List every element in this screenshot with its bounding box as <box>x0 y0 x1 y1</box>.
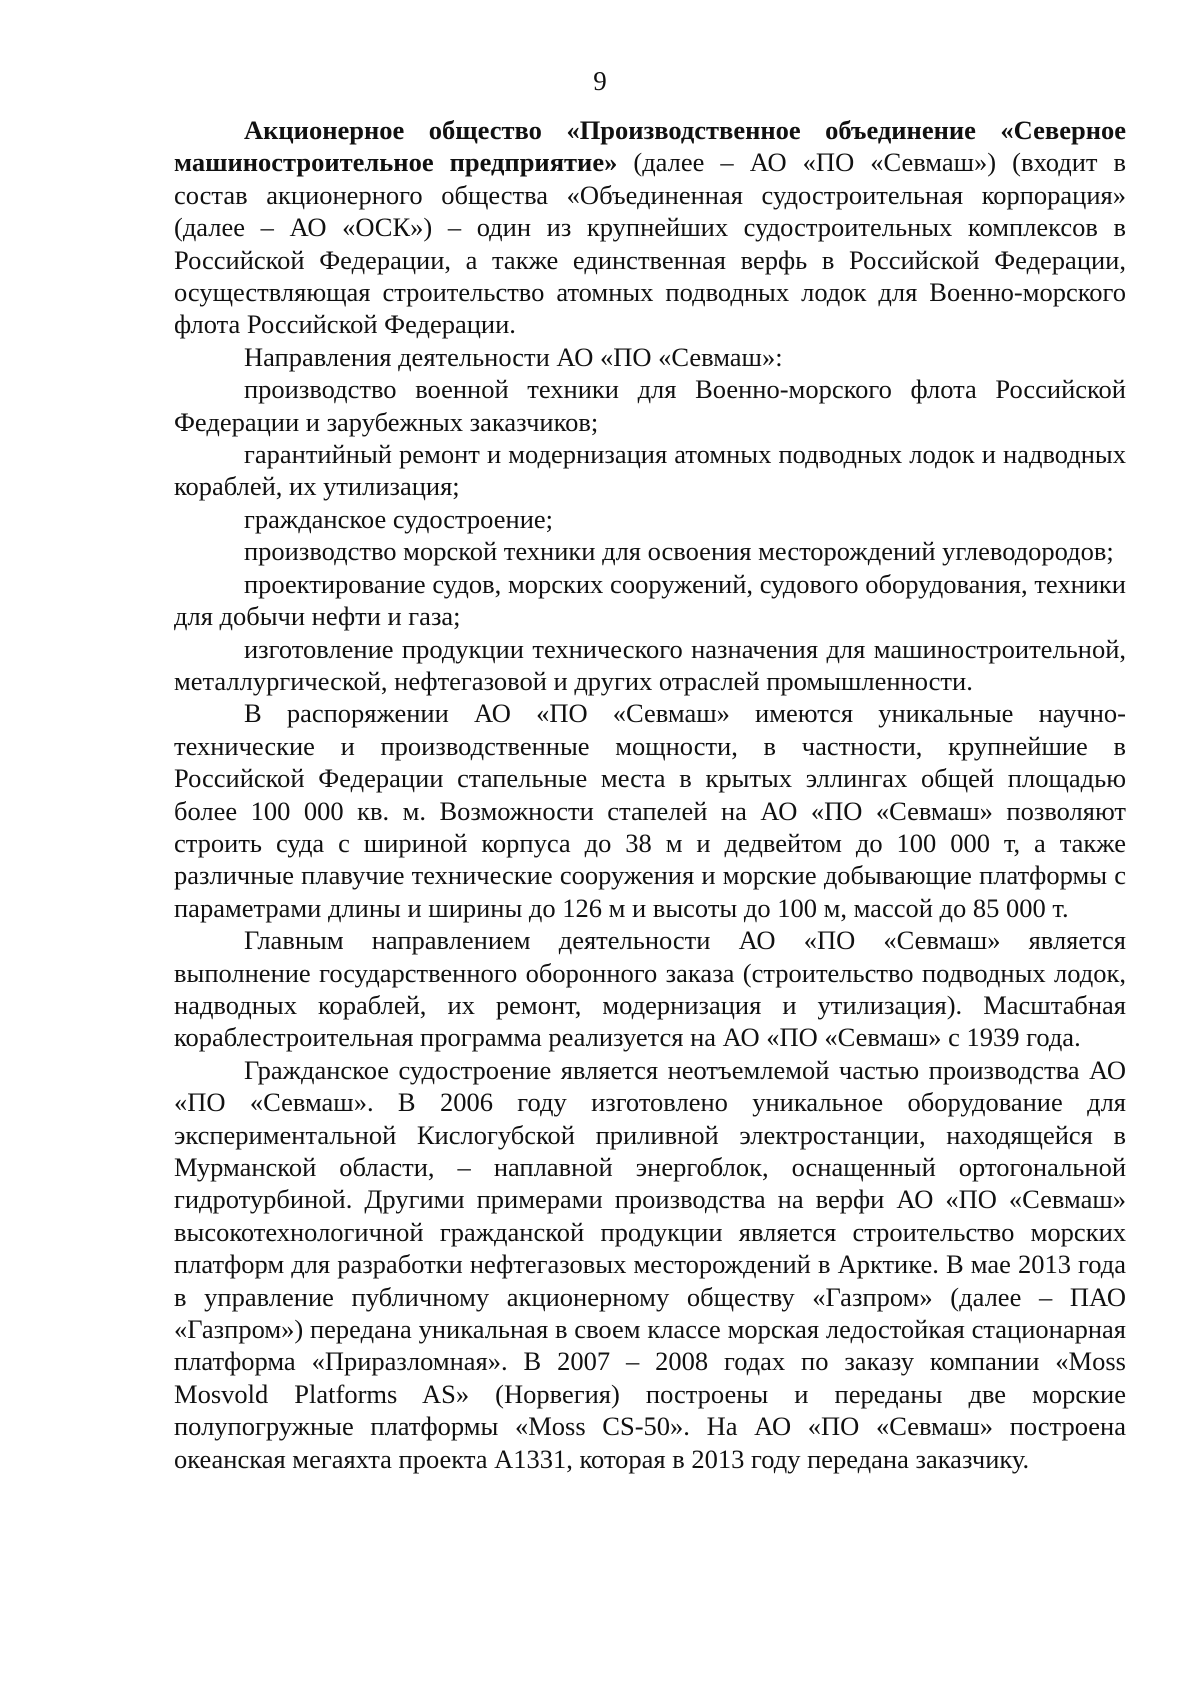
list-item-offshore: производство морской техники для освоения месторождений углеводородов; <box>244 536 1114 567</box>
paragraph-defense-order: Главным направлением деятельности АО «ПО «Севмаш» является выполнение государственного оборонного заказа (строительство подводных лодок, надводных кораблей, их ремонт, модернизация и утилизация). Масштабная кораблестроительная программа реализуется на АО «ПО «Севмаш» с 1939 года. <box>174 925 1126 1053</box>
paragraph-intro <box>174 114 1126 341</box>
paragraph-text: (далее – АО «ПО «Севмаш») (входит в состав акционерного общества «Объединенная судостроительная корпорация» (далее – АО «ОСК») – один из крупнейших судостроительных комплексов в Российской Федерации, а также единственная верфь в Российской Федерации, осуществляющая строительство атомных подводных лодок для Военно-морского флота Российской Федерации. <box>174 147 1126 340</box>
company-full-name: Акционерное общество «Производственное объединение «Северное машиностроительное предприятие» <box>174 115 1126 178</box>
body-text <box>174 114 1126 1475</box>
list-item-repair: гарантийный ремонт и модернизация атомных подводных лодок и надводных кораблей, их утилизация; <box>174 439 1126 502</box>
list-item-technical-products: изготовление продукции технического назначения для машиностроительной, металлургической, нефтегазовой и других отраслей промышленности. <box>174 633 1126 696</box>
paragraph-activities-heading: Направления деятельности АО «ПО «Севмаш»: <box>244 341 783 372</box>
list-item-civil: гражданское судостроение; <box>244 503 553 534</box>
list-item-design: проектирование судов, морских сооружений, судового оборудования, техники для добычи нефти и газа; <box>174 568 1126 632</box>
list-item-military: производство военной техники для Военно-морского флота Российской Федерации и зарубежных заказчиков; <box>174 374 1126 437</box>
paragraph-capacities: В распоряжении АО «ПО «Севмаш» имеются уникальные научно-технические и производственные мощности, в частности, крупнейшие в Российской Федерации стапельные места в крытых эллингах общей площадью более 100 000 кв. м. Возможности стапелей на АО «ПО «Севмаш» позволяют строить суда с шириной корпуса до 38 м и дедвейтом до 100 000 т, а также различные плавучие технические сооружения и морские добывающие платформы с параметрами длины и ширины до 126 м и высоты до 100 м, массой до 85 000 т. <box>174 698 1126 923</box>
page-number: 9 <box>593 66 607 96</box>
paragraph-civil-shipbuilding: Гражданское судостроение является неотъемлемой частью производства АО «ПО «Севмаш». В 2006 году изготовлено уникальное оборудование для экспериментальной Кислогубской приливной электростанции, находящейся в Мурманской области, – наплавной энергоблок, оснащенный ортогональной гидротурбиной. Другими примерами производства на верфи АО «ПО «Севмаш» высокотехнологичной гражданской продукции является строительство морских платформ для разработки нефтегазовых месторождений в Арктике. В мае 2013 года в управление публичному акционерному обществу «Газпром» (далее – ПАО «Газпром») передана уникальная в своем классе морская ледостойкая стационарная платформа «Приразломная». В 2007 – 2008 годах по заказу компании «Moss Mosvold Platforms AS» (Норвегия) построены и переданы две морские полупогружные платформы «Moss CS-50». На АО «ПО «Севмаш» построена океанская мегаяхта проекта А1331, которая в 2013 году передана заказчику. <box>174 1054 1126 1474</box>
